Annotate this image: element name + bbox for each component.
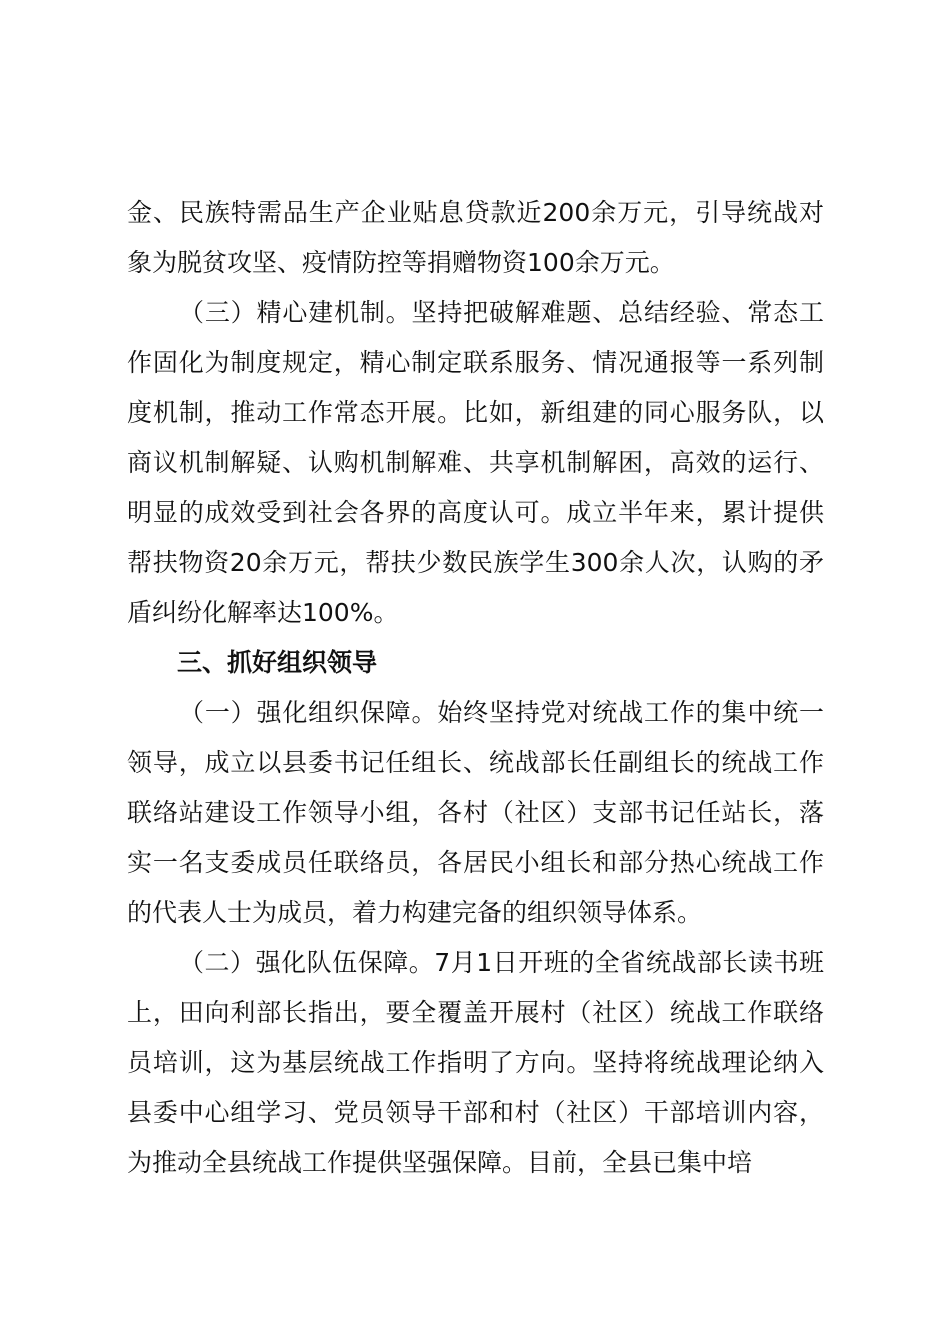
paragraph-continuation: 金、民族特需品生产企业贴息贷款近200余万元，引导统战对象为脱贫攻坚、疫情防控等捐赠物资100余万元。 <box>127 198 824 277</box>
document-body <box>127 188 824 1188</box>
paragraph-organization-guarantee: （一）强化组织保障。始终坚持党对统战工作的集中统一领导，成立以县委书记任组长、统战部长任副组长的统战工作联络站建设工作领导小组，各村（社区）支部书记任站长，落实一名支委成员任联络员，各居民小组长和部分热心统战工作的代表人士为成员，着力构建完备的组织领导体系。 <box>127 698 824 927</box>
paragraph-team-guarantee: （二）强化队伍保障。7月1日开班的全省统战部长读书班上，田向利部长指出，要全覆盖开展村（社区）统战工作联络员培训，这为基层统战工作指明了方向。坚持将统战理论纳入县委中心组学习、党员领导干部和村（社区）干部培训内容，为推动全县统战工作提供坚强保障。目前，全县已集中培 <box>127 948 824 1177</box>
paragraph-mechanism: （三）精心建机制。坚持把破解难题、总结经验、常态工作固化为制度规定，精心制定联系服务、情况通报等一系列制度机制，推动工作常态开展。比如，新组建的同心服务队，以商议机制解疑、认购机制解难、共享机制解困，高效的运行、明显的成效受到社会各界的高度认可。成立半年来，累计提供帮扶物资20余万元，帮扶少数民族学生300余人次，认购的矛盾纠纷化解率达100%。 <box>127 298 824 627</box>
section-heading-organization: 三、抓好组织领导 <box>177 648 378 677</box>
